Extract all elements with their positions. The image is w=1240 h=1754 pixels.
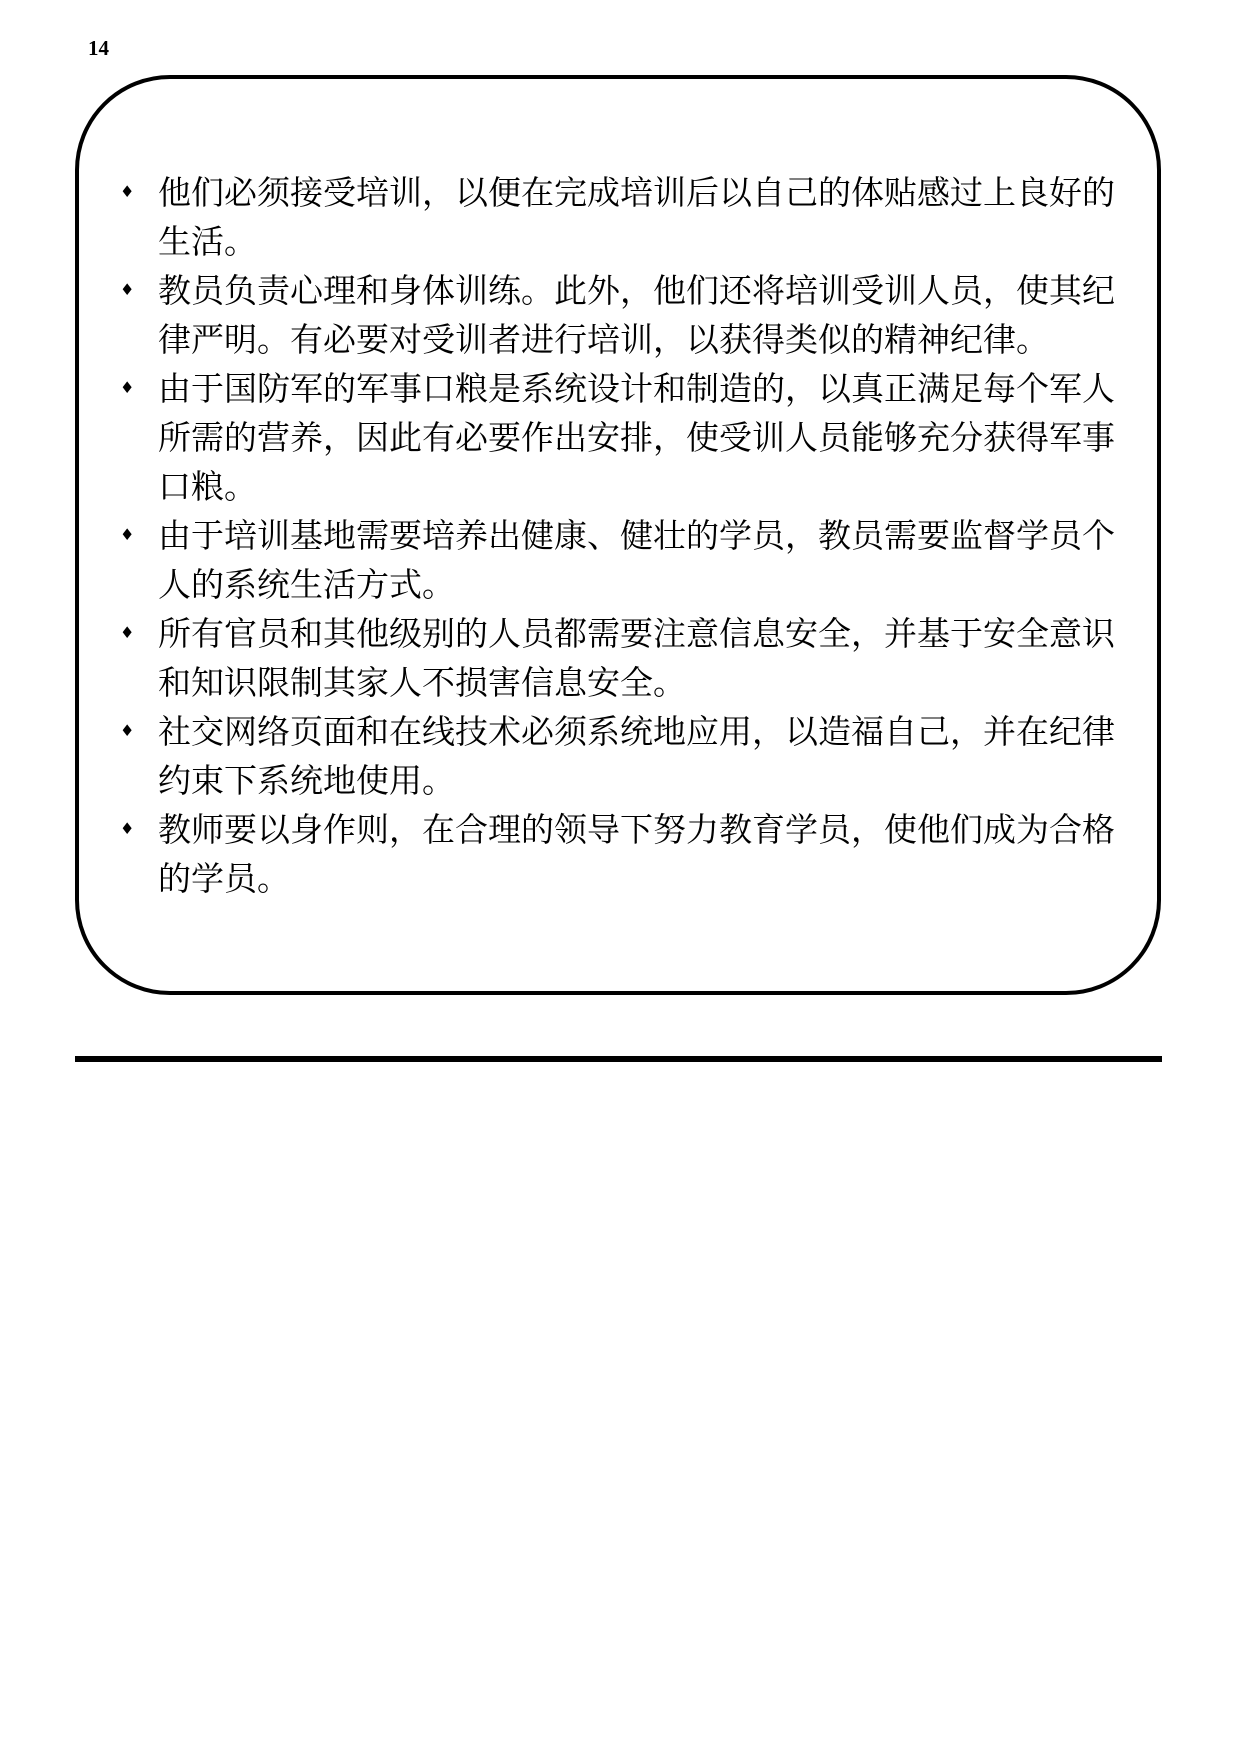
page-number: 14: [88, 36, 109, 60]
bullet-text: 社交网络页面和在线技术必须系统地应用，以造福自己，并在纪律约束下系统地使用。: [158, 712, 1115, 800]
diamond-bullet-icon: ♦: [120, 721, 135, 740]
diamond-bullet-icon: ♦: [120, 182, 135, 201]
bullet-text: 由于培训基地需要培养出健康、健壮的学员，教员需要监督学员个人的系统生活方式。: [158, 516, 1115, 604]
list-item: [118, 707, 1128, 805]
list-item: [118, 805, 1128, 903]
bullet-text: 由于国防军的军事口粮是系统设计和制造的，以真正满足每个军人所需的营养，因此有必要作出安排，使受训人员能够充分获得军事口粮。: [158, 369, 1115, 506]
list-item: [118, 168, 1128, 266]
diamond-bullet-icon: ♦: [120, 819, 135, 838]
bullet-text: 教员负责心理和身体训练。此外，他们还将培训受训人员，使其纪律严明。有必要对受训者进行培训，以获得类似的精神纪律。: [158, 271, 1115, 359]
diamond-bullet-icon: ♦: [120, 623, 135, 642]
bullet-text: 教师要以身作则，在合理的领导下努力教育学员，使他们成为合格的学员。: [158, 810, 1115, 898]
diamond-bullet-icon: ♦: [120, 280, 135, 299]
list-item: [118, 609, 1128, 707]
bullet-text: 所有官员和其他级别的人员都需要注意信息安全，并基于安全意识和知识限制其家人不损害信息安全。: [158, 614, 1115, 702]
bullet-list: [118, 168, 1128, 903]
diamond-bullet-icon: ♦: [120, 378, 135, 397]
bullet-text: 他们必须接受培训，以便在完成培训后以自己的体贴感过上良好的生活。: [158, 173, 1115, 261]
list-item: [118, 364, 1128, 511]
list-item: [118, 266, 1128, 364]
diamond-bullet-icon: ♦: [120, 525, 135, 544]
horizontal-divider: [75, 1056, 1162, 1062]
list-item: [118, 511, 1128, 609]
